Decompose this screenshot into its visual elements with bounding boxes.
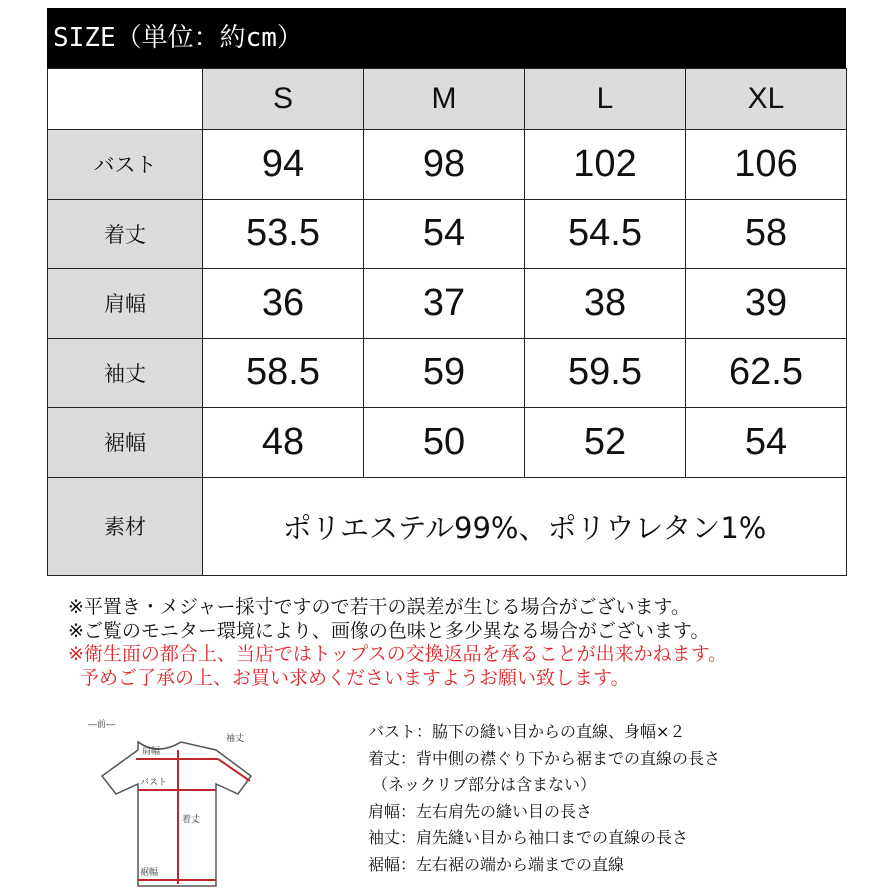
sleeve-line [218, 759, 250, 781]
table-cell: 58 [686, 199, 847, 269]
table-cell: 62.5 [686, 338, 847, 408]
table-cell: 94 [203, 130, 364, 200]
measurement-legend [368, 719, 720, 878]
shoulder-label: 肩幅 [142, 747, 161, 757]
table-cell: 48 [203, 408, 364, 478]
shirt-outline [102, 742, 251, 886]
table-row [48, 269, 847, 339]
table-cell: 53.5 [203, 199, 364, 269]
legend-hem: 裾幅：左右裾の端から端までの直線 [368, 854, 625, 874]
table-cell: 52 [525, 408, 686, 478]
header-corner-cell [48, 69, 203, 130]
table-cell: 102 [525, 130, 686, 200]
legend-shoulder: 肩幅：左右肩先の縫い目の長さ [368, 801, 593, 821]
size-header-xl: XL [686, 69, 847, 130]
note-no-returns: ※衛生面の都合上、当店ではトップスの交換返品を承ることが出来かねます。 [68, 643, 728, 665]
table-row [48, 130, 847, 200]
table-row [48, 408, 847, 478]
hem-label: 裾幅 [140, 868, 159, 878]
row-label-shoulder: 肩幅 [48, 269, 203, 339]
note-acknowledge: 予めご了承の上、お買い求めくださいますようお願い致します。 [80, 666, 630, 689]
row-label-bust: バスト [48, 130, 203, 200]
table-cell: 38 [525, 269, 686, 339]
legend-length-note: （ネックリブ部分は含まない） [372, 775, 597, 794]
sleeve-label: 袖丈 [226, 734, 245, 744]
table-cell: 54 [686, 408, 847, 478]
table-cell: 59.5 [525, 338, 686, 408]
material-row [48, 477, 847, 575]
note-monitor-color: ※ご覧のモニター環境により、画像の色味と多少異なる場合がございます。 [68, 619, 710, 642]
notes-block [68, 596, 727, 690]
row-label-material: 素材 [48, 477, 203, 575]
size-header-row [48, 69, 847, 130]
table-cell: 39 [686, 269, 847, 339]
table-cell: 98 [364, 130, 525, 200]
table-cell: 50 [364, 408, 525, 478]
length-label: 着丈 [182, 815, 201, 825]
table-cell: 59 [364, 338, 525, 408]
table-cell: 37 [364, 269, 525, 339]
row-label-length: 着丈 [48, 199, 203, 269]
legend-sleeve: 袖丈：肩先縫い目から袖口までの直線の長さ [368, 828, 689, 847]
size-header-l: L [525, 69, 686, 130]
size-table [47, 68, 847, 576]
note-measurement-error: ※平置き・メジャー採寸ですので若干の誤差が生じる場合がございます。 [68, 596, 691, 618]
size-header-s: S [203, 69, 364, 130]
table-row [48, 338, 847, 408]
legend-length: 着丈：背中側の襟ぐり下から裾までの直線の長さ [368, 748, 721, 768]
size-header-m: M [364, 69, 525, 130]
material-value: ポリエステル99%、ポリウレタン1% [203, 477, 847, 575]
size-chart-title: SIZE（単位：約cm） [47, 8, 846, 68]
table-cell: 106 [686, 130, 847, 200]
table-row [48, 199, 847, 269]
row-label-sleeve: 袖丈 [48, 338, 203, 408]
table-cell: 58.5 [203, 338, 364, 408]
shirt-measurement-diagram [86, 714, 276, 890]
bust-label: バスト [140, 778, 168, 788]
front-label: ―前― [88, 720, 116, 730]
legend-bust: バスト：脇下の縫い目からの直線、身幅×２ [368, 722, 686, 741]
table-cell: 54 [364, 199, 525, 269]
row-label-hem: 裾幅 [48, 408, 203, 478]
table-cell: 54.5 [525, 199, 686, 269]
table-cell: 36 [203, 269, 364, 339]
